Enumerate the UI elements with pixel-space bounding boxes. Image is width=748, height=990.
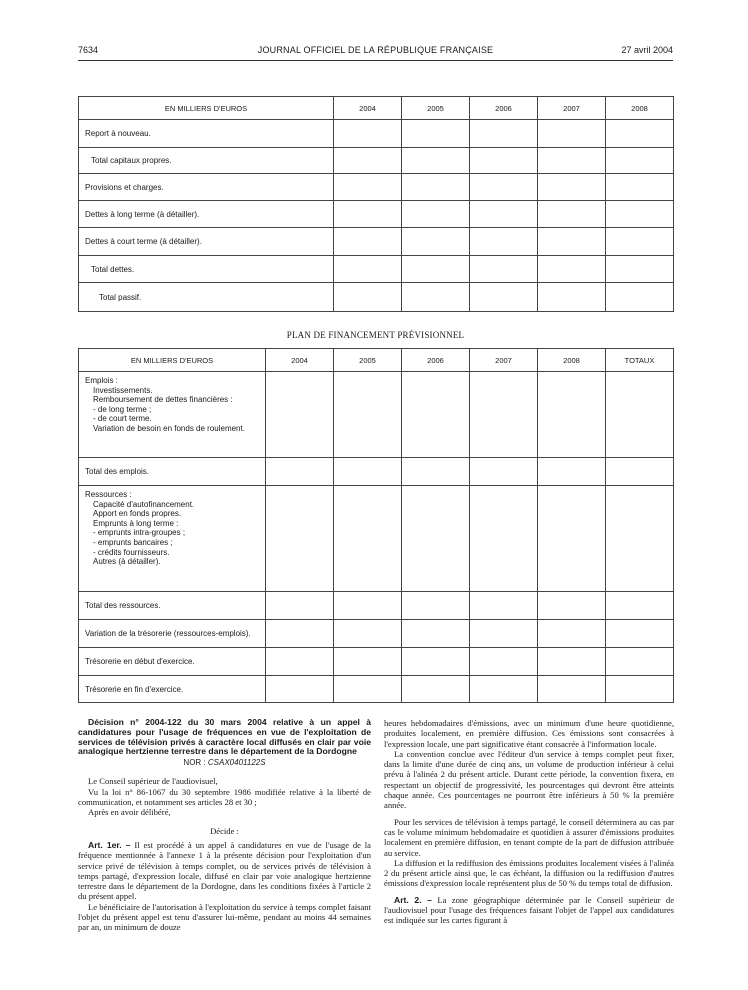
article-label: Art. 2. – [394,894,432,905]
table-row [79,174,674,201]
list-item: Emprunts à long terme : [93,518,179,528]
column-header: 2007 [538,97,606,120]
table-row [79,228,674,256]
list-item: Capacité d'autofinancement. [93,499,195,509]
table-row [79,458,674,486]
passif-table [78,96,674,312]
list-item: - emprunts intra-groupes ; [93,528,186,538]
table-row [79,283,674,312]
table-row [79,201,674,228]
table-row [79,676,674,703]
row-label: Total des emplois. [79,458,266,486]
table-row [79,120,674,148]
column-header: 2006 [402,349,470,372]
row-label: Total dettes. [79,256,334,283]
column-header: EN MILLIERS D'EUROS [79,97,334,120]
nor-code: CSAX0401122S [207,758,266,768]
table-row [79,620,674,648]
article-1 [78,840,371,902]
financing-plan-table [78,348,674,703]
column-header: 2007 [470,349,538,372]
nor-reference [78,758,371,768]
article-text: La zone géographique déterminée par le Conseil supérieur de l'audiovisuel pour l'usage des fréquences faisant l'objet de l'appel aux candidatures est indiquée sur les cartes figurant à [384,894,675,926]
row-label: Trésorerie en fin d'exercice. [79,676,266,703]
right-column [384,718,674,926]
row-label: Total des ressources. [79,592,266,620]
table-row [79,256,674,283]
row-label: Dettes à long terme (à détailler). [79,201,334,228]
page-number: 7634 [78,45,99,55]
row-label: Provisions et charges. [79,174,334,201]
table-header-row [79,349,674,372]
paragraph: Pour les services de télévision à temps partagé, le conseil déterminera au cas par cas le volume minimum hebdomadaire et quotidien à assurer d'émissions produites localement en première diffusion, en tenant compte de la part de diffusion attribuée au service. [384,816,674,858]
column-header: 2005 [402,97,470,120]
table-row [79,592,674,620]
ressources-cell [79,486,266,592]
row-label: Trésorerie en début d'exercice. [79,648,266,676]
ressources-heading: Ressources : [85,490,132,499]
list-item: Apport en fonds propres. [93,509,182,519]
list-item: Remboursement de dettes financières : [93,395,233,405]
column-header: 2005 [334,349,402,372]
list-item: - emprunts bancaires ; [93,537,173,547]
emplois-heading: Emplois : [85,376,118,385]
issue-date: 27 avril 2004 [621,45,673,55]
table-row [79,372,674,458]
table-header-row [79,97,674,120]
row-label: Dettes à court terme (à détailler). [79,228,334,256]
header-rule [78,60,673,61]
list-item: Autres (à détailler). [93,557,161,567]
financing-plan-title: PLAN DE FINANCEMENT PRÉVISIONNEL [286,330,465,340]
paragraph: Le Conseil supérieur de l'audiovisuel, [88,776,218,787]
journal-title: JOURNAL OFFICIEL DE LA RÉPUBLIQUE FRANÇAISE [257,45,494,55]
column-header: EN MILLIERS D'EUROS [79,349,266,372]
paragraph: Vu la loi n° 86-1067 du 30 septembre 1986 modifiée relative à la liberté de communication, et notamment ses articles 28 et 30 ; [78,786,371,808]
row-label: Report à nouveau. [79,120,334,148]
page-header [78,45,673,59]
nor-label: NOR : [183,758,206,768]
table-row [79,148,674,174]
emplois-cell [79,372,266,458]
paragraph: La convention conclue avec l'éditeur d'un service à temps complet peut fixer, dans la limite d'une durée de cinq ans, un volume de production inférieur à celui prévu à l'alinéa 2 du présent article. Durant cette période, la convention fixera, en respectant un objectif de progressivité, les pourcentages qui devront être atteints chaque année. Ces pourcentages ne pourront être inférieurs à 50 % la première année. [384,748,674,811]
table-row [79,486,674,592]
column-header: 2008 [538,349,606,372]
left-column [78,718,371,933]
column-header: 2004 [334,97,402,120]
article-label: Art. 1er. – [88,839,131,850]
article-2 [384,895,674,926]
list-item: - de long terme ; [93,404,152,414]
list-item: Investissements. [93,385,153,395]
row-label: Total passif. [79,283,334,312]
decision-title: Décision n° 2004-122 du 30 mars 2004 relative à un appel à candidatures pour l'usage de fréquences en vue de l'exploitation de services de télévision privés à caractère local diffusés en clair par voie analogique hertzienne terrestre dans le département de la Dordogne [78,717,371,757]
column-header: TOTAUX [606,349,674,372]
article-text: Il est procédé à un appel à candidatures en vue de l'usage de la fréquence mentionnée à l'annexe 1 à la présente décision pour l'exploitation d'un service privé de télévision à temps complet, ou de services privés de télévision à temps partagé, d'expression locale, diffusé en clair par voie analogique hertzienne terrestre dans le département de la Dordogne, dans les conditions fixées à l'article 2 du présent appel. [78,839,371,902]
column-header: 2004 [266,349,334,372]
list-item: Variation de besoin en fonds de roulement. [93,423,245,433]
paragraph: heures hebdomadaires d'émissions, avec un minimum d'une heure quotidienne, produites localement, en première diffusion. Ces émissions sont consacrées à l'expression locale, une part significative étant consacrée à l'information locale. [384,718,674,749]
row-label: Variation de la trésorerie (ressources-emplois). [79,620,266,648]
column-header: 2008 [606,97,674,120]
list-item: - crédits fournisseurs. [93,547,170,557]
list-item: - de court terme. [93,414,152,424]
paragraph: Après en avoir délibéré, [88,807,171,818]
decide-heading: Décide : [210,825,239,836]
paragraph: La diffusion et la rediffusion des émissions produites localement visées à l'alinéa 2 du présent article ainsi que, le cas échéant, la diffusion ou la rediffusion d'autres émissions d'expression locale représentent plus de 50 % du temps total de diffusion. [384,857,674,889]
column-header: 2006 [470,97,538,120]
row-label: Total capitaux propres. [79,148,334,174]
table-row [79,648,674,676]
paragraph: Le bénéficiaire de l'autorisation à l'exploitation du service à temps complet faisant l'objet du présent appel est tenu d'assurer lui-même, pendant au moins 44 semaines par an, un minimum de douze [78,901,371,933]
